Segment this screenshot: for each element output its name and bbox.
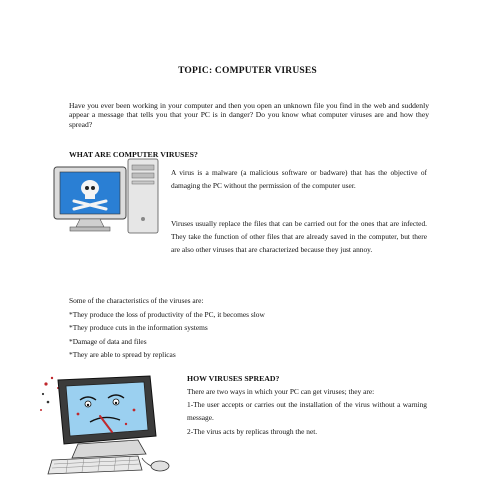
document-title: TOPIC: COMPUTER VIRUSES xyxy=(178,66,317,76)
spread-intro: There are two ways in which your PC can get viruses; they are: xyxy=(187,387,375,396)
list-item: *They produce cuts in the information systems xyxy=(69,323,208,332)
list-item: *They are able to spread by replicas xyxy=(69,350,176,359)
section-heading-what-are: WHAT ARE COMPUTER VIRUSES? xyxy=(69,150,198,159)
list-item: *They produce the loss of productivity of the PC, it becomes slow xyxy=(69,309,265,319)
list-item: 1-The user accepts or carries out the installation of the virus without a warning message. xyxy=(187,400,427,423)
intro-paragraph: Have you ever been working in your computer and then you open an unknown file you find in the web and suddenly appear a message that tells you that your PC is in danger? Do you know what computer viruses are and how they spread? xyxy=(69,101,429,129)
infected-computer-skull-icon xyxy=(50,157,166,241)
list-item: *Damage of data and files xyxy=(69,336,147,346)
virus-definition-paragraph: A virus is a malware (a malicious software or badware) that has the objective of damaging the PC without the permission of the computer user. xyxy=(171,168,427,190)
virus-behavior-paragraph: Viruses usually replace the files that can be carried out for the ones that are infected. They take the function of other files that are already saved in the computer, but there are also other viruses that are characterized because they just annoy. xyxy=(171,219,427,255)
section-heading-how-spread: HOW VIRUSES SPREAD? xyxy=(187,374,280,383)
sick-computer-icon xyxy=(38,370,180,478)
spread-section xyxy=(187,385,427,438)
characteristics-list xyxy=(69,294,369,362)
list-item: 2-The virus acts by replicas through the net. xyxy=(187,426,318,436)
characteristics-intro: Some of the characteristics of the viruses are: xyxy=(69,296,204,305)
